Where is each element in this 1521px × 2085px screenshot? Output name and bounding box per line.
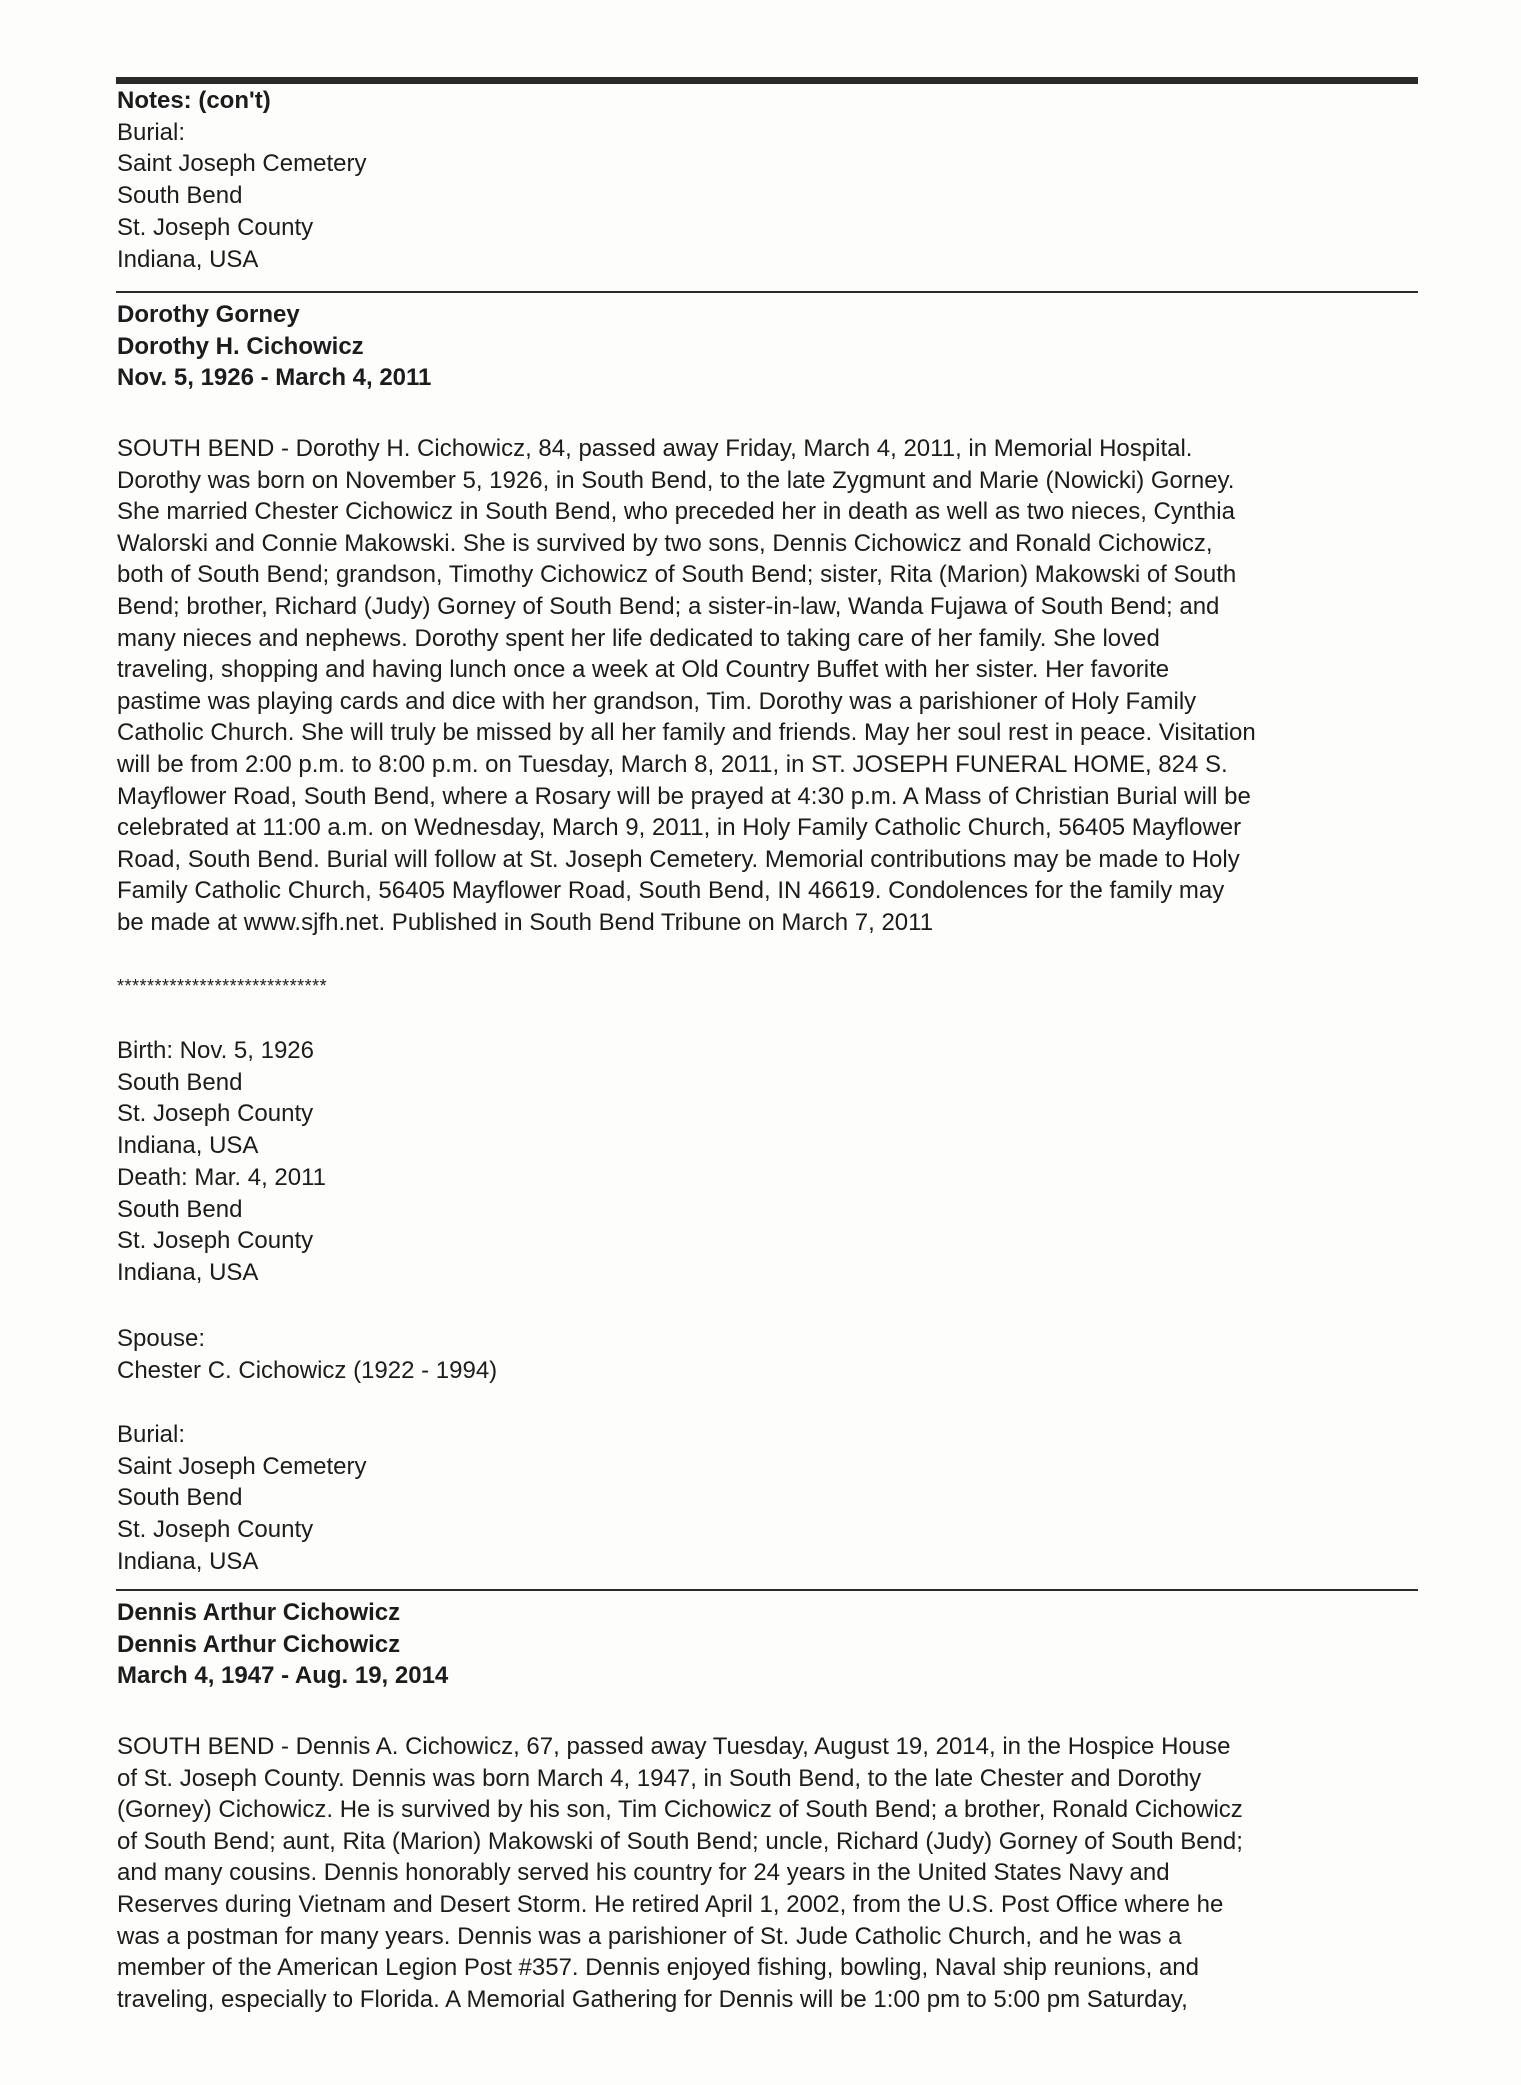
obituary-line: of South Bend; aunt, Rita (Marion) Makowski of South Bend; uncle, Richard (Judy) Gorney of South Bend; [117, 1827, 1243, 1855]
fact-line: Death: Mar. 4, 2011 [117, 1163, 327, 1191]
burial-line: South Bend [117, 182, 243, 210]
burial-line: Indiana, USA [117, 245, 259, 273]
obituary-line: traveling, shopping and having lunch once a week at Old Country Buffet with her sister. Her favorite [117, 656, 1170, 684]
dorothy-spouse [117, 1323, 1417, 1386]
notes-section [117, 85, 1417, 275]
person-full-name: Dennis Arthur Cichowicz [117, 1630, 401, 1658]
person-dates: Nov. 5, 1926 - March 4, 2011 [117, 364, 432, 392]
fact-line: Birth: Nov. 5, 1926 [117, 1037, 314, 1064]
obituary-line: traveling, especially to Florida. A Memorial Gathering for Dennis will be 1:00 pm to 5:00 pm Saturday, [117, 1985, 1188, 2013]
burial-line: Burial: [117, 118, 186, 146]
fact-line: St. Joseph County [117, 1100, 314, 1128]
burial-line: Saint Joseph Cemetery [117, 150, 367, 178]
dennis-obituary [117, 1731, 1417, 2015]
dorothy-facts [117, 1035, 1417, 1289]
obituary-line: of St. Joseph County. Dennis was born March 4, 1947, in South Bend, to the late Chester and Dorothy [117, 1764, 1202, 1792]
section-divider [116, 1589, 1418, 1591]
obituary-line: celebrated at 11:00 a.m. on Wednesday, March 9, 2011, in Holy Family Catholic Church, 56405 Mayflower [117, 814, 1242, 842]
spouse-name: Chester C. Cichowicz (1922 - 1994) [117, 1356, 498, 1384]
person-full-name: Dorothy H. Cichowicz [117, 332, 364, 360]
dorothy-heading [117, 299, 1417, 394]
obituary-line: SOUTH BEND - Dorothy H. Cichowicz, 84, passed away Friday, March 4, 2011, in Memorial Hospital. [117, 435, 1193, 462]
obituary-line: Bend; brother, Richard (Judy) Gorney of South Bend; a sister-in-law, Wanda Fujawa of South Bend; and [117, 592, 1220, 620]
obituary-line: was a postman for many years. Dennis was a parishioner of St. Jude Catholic Church, and he was a [117, 1922, 1182, 1950]
fact-line: South Bend [117, 1195, 243, 1223]
obituary-line: and many cousins. Dennis honorably served his country for 24 years in the United States Navy and [117, 1859, 1170, 1887]
obituary-line: Walorski and Connie Makowski. She is survived by two sons, Dennis Cichowicz and Ronald Cichowicz, [117, 529, 1213, 557]
obituary-line: Reserves during Vietnam and Desert Storm. He retired April 1, 2002, from the U.S. Post Office where he [117, 1890, 1224, 1918]
fact-line: Indiana, USA [117, 1132, 259, 1160]
obituary-line: both of South Bend; grandson, Timothy Cichowicz of South Bend; sister, Rita (Marion) Makowski of South [117, 561, 1237, 589]
obituary-line: many nieces and nephews. Dorothy spent her life dedicated to taking care of her family. She loved [117, 624, 1160, 652]
obituary-line: be made at www.sjfh.net. Published in South Bend Tribune on March 7, 2011 [117, 908, 934, 936]
dennis-heading [117, 1597, 1417, 1692]
section-divider [116, 291, 1418, 293]
obituary-line: Road, South Bend. Burial will follow at St. Joseph Cemetery. Memorial contributions may be made to Holy [117, 845, 1240, 873]
burial-line: Burial: [117, 1421, 186, 1448]
obituary-line: Catholic Church. She will truly be missed by all her family and friends. May her soul rest in peace. Visitation [117, 719, 1256, 747]
obituary-line: member of the American Legion Post #357. Dennis enjoyed fishing, bowling, Naval ship reunions, and [117, 1954, 1199, 1982]
person-name: Dorothy Gorney [117, 301, 300, 328]
obituary-line: She married Chester Cichowicz in South Bend, who preceded her in death as well as two nieces, Cynthia [117, 498, 1235, 526]
obituary-line: Family Catholic Church, 56405 Mayflower Road, South Bend, IN 46619. Condolences for the family may [117, 877, 1225, 905]
obituary-line: Dorothy was born on November 5, 1926, in South Bend, to the late Zygmunt and Marie (Nowicki) Gorney. [117, 466, 1235, 494]
burial-line: St. Joseph County [117, 1516, 314, 1544]
obituary-line: SOUTH BEND - Dennis A. Cichowicz, 67, passed away Tuesday, August 19, 2014, in the Hospice House [117, 1733, 1231, 1760]
fact-line: St. Joseph County [117, 1227, 314, 1255]
dorothy-obituary [117, 433, 1417, 939]
obituary-line: Mayflower Road, South Bend, where a Rosary will be prayed at 4:30 p.m. A Mass of Christian Burial will be [117, 782, 1251, 810]
notes-header: Notes: (con't) [117, 87, 271, 114]
fact-line: South Bend [117, 1068, 243, 1096]
burial-line: South Bend [117, 1484, 243, 1512]
separator-stars: **************************** [117, 976, 328, 996]
burial-line: Indiana, USA [117, 1547, 259, 1575]
spouse-label: Spouse: [117, 1325, 206, 1352]
burial-line: Saint Joseph Cemetery [117, 1452, 367, 1480]
fact-line: Indiana, USA [117, 1258, 259, 1286]
top-rule [116, 77, 1418, 84]
person-name: Dennis Arthur Cichowicz [117, 1599, 401, 1626]
burial-line: St. Joseph County [117, 213, 314, 241]
obituary-line: will be from 2:00 p.m. to 8:00 p.m. on Tuesday, March 8, 2011, in ST. JOSEPH FUNERAL HOME, 824 S. [117, 750, 1228, 778]
dorothy-burial [117, 1419, 1417, 1578]
person-dates: March 4, 1947 - Aug. 19, 2014 [117, 1662, 449, 1690]
obituary-line: pastime was playing cards and dice with her grandson, Tim. Dorothy was a parishioner of Holy Family [117, 687, 1197, 715]
obituary-line: (Gorney) Cichowicz. He is survived by his son, Tim Cichowicz of South Bend; a brother, Ronald Cichowicz [117, 1796, 1243, 1824]
